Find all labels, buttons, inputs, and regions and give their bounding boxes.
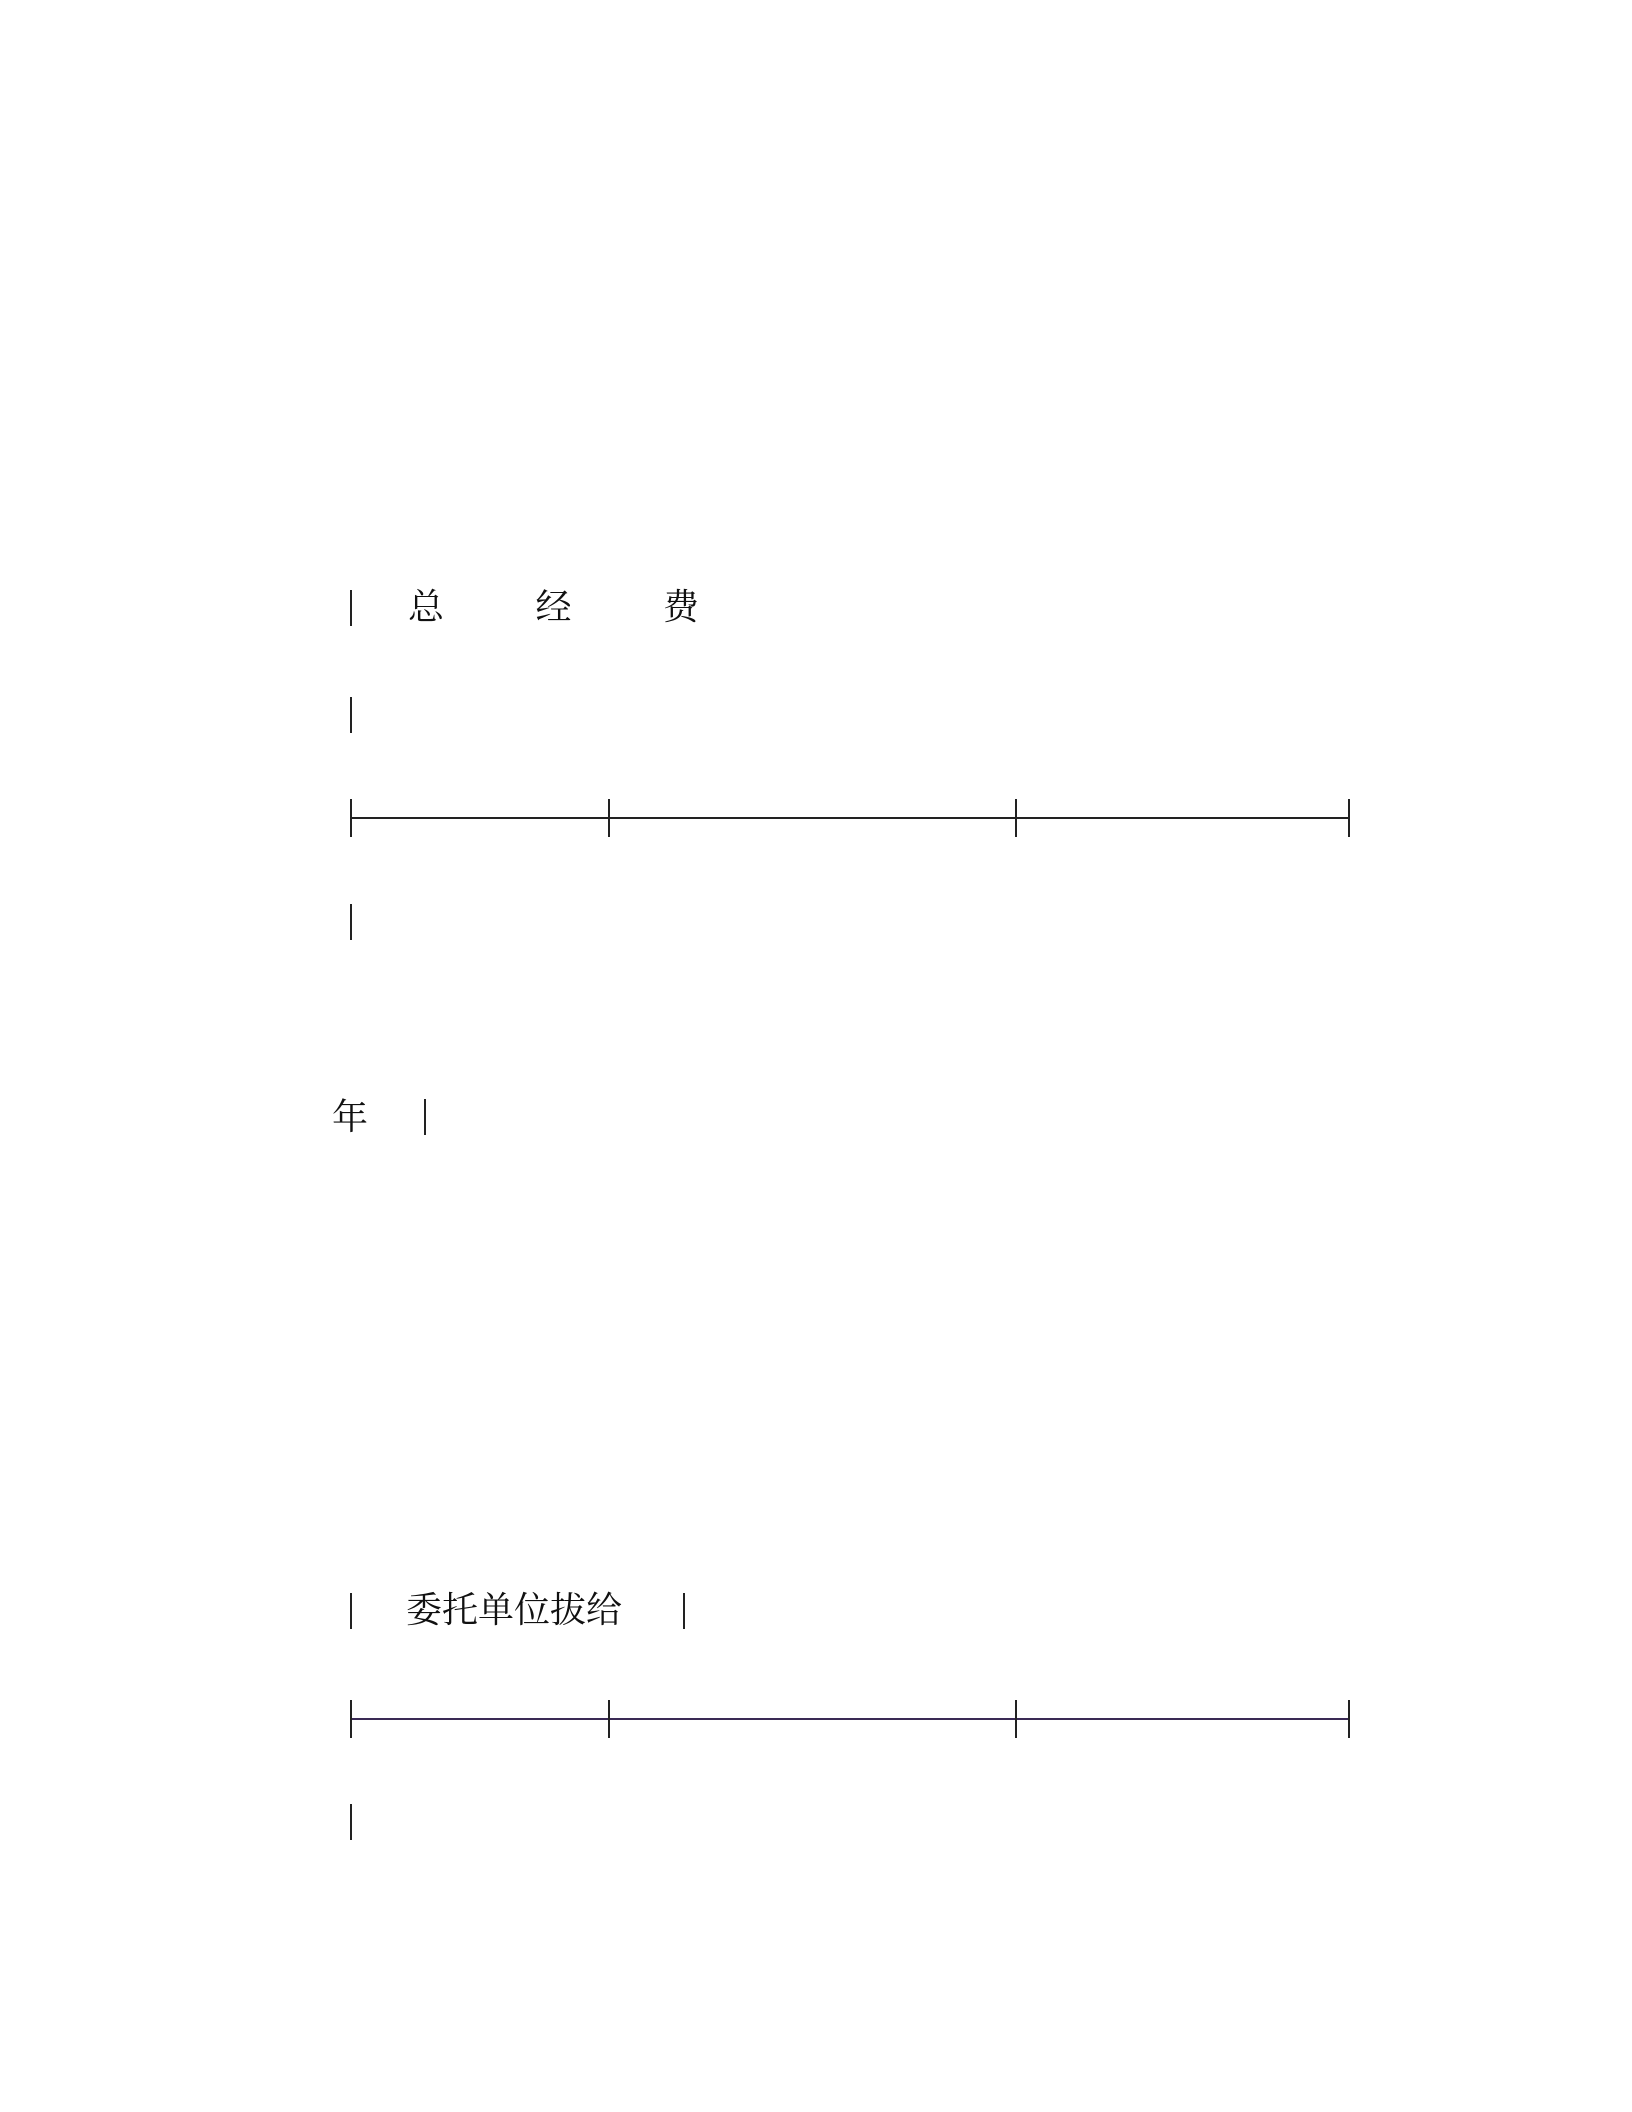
table-rule bbox=[350, 817, 1348, 819]
column-divider bbox=[350, 1700, 352, 1738]
table-border bbox=[350, 1593, 352, 1629]
year-label: 年 bbox=[332, 1097, 369, 1138]
column-divider bbox=[350, 799, 352, 837]
table-border bbox=[350, 904, 352, 940]
table-rule bbox=[350, 1718, 1348, 1720]
column-divider bbox=[608, 1700, 610, 1738]
allocated-by-client-label: 委托单位拔给 bbox=[406, 1590, 623, 1631]
total-funding-label: 总 经 费 bbox=[408, 587, 739, 628]
table-border bbox=[424, 1099, 426, 1135]
table-border bbox=[350, 697, 352, 733]
column-divider bbox=[1348, 1700, 1350, 1738]
column-divider bbox=[608, 799, 610, 837]
column-divider bbox=[1015, 799, 1017, 837]
table-border bbox=[350, 590, 352, 626]
column-divider bbox=[1348, 799, 1350, 837]
column-divider bbox=[1015, 1700, 1017, 1738]
table-border bbox=[350, 1804, 352, 1840]
table-border bbox=[683, 1593, 685, 1629]
